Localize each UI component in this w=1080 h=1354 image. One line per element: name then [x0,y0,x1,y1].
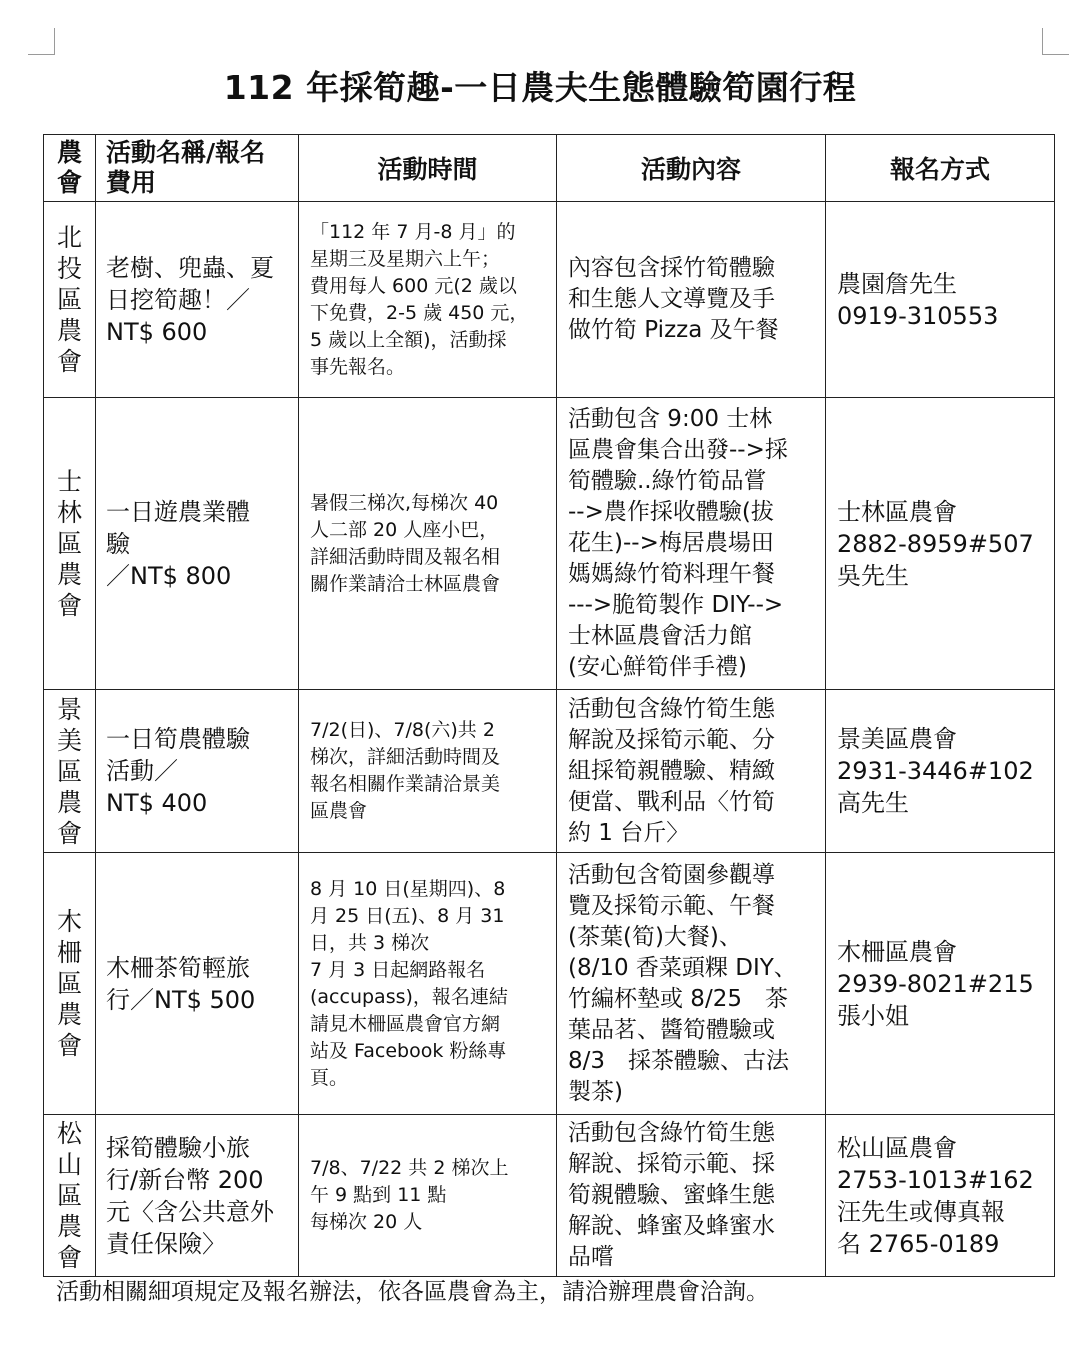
activity-content-line: 士林區農會活力館 [568,623,752,649]
activity-content-line: 媽媽綠竹筍料理午餐 [568,561,775,587]
activity-time-line: 暑假三梯次,每梯次 40 [310,491,499,514]
activity-time-line: 詳細活動時間及報名相 [310,545,501,568]
association-cell [44,202,96,398]
association-char: 區 [56,1181,82,1210]
activity-name-line: 一日遊農業體 [106,497,250,526]
activity-content-line: 葉品茗、醬筍體驗或 [568,1016,775,1043]
activity-name-cell [96,398,299,690]
activity-content-line: 區農會集合出發-->採 [568,437,788,463]
activity-content-line: (8/10 香菜頭粿 DIY、 [568,954,797,981]
activity-content-line: 品嚐 [568,1244,614,1270]
activity-name-line: 一日筍農體驗 [106,725,250,753]
activity-time-line: 報名相關作業請洽景美 [310,773,501,795]
activity-name-line: 元〈含公共意外 [106,1197,274,1226]
footnote: 活動相關細項規定及報名辦法，依各區農會為主，請洽辦理農會洽詢。 [56,1279,769,1305]
activity-time-line: 請見木柵區農會官方網 [310,1012,501,1035]
activity-time-line: 每梯次 20 人 [310,1211,423,1233]
activity-content-cell [557,853,826,1115]
activity-time-line: 5 歲以上全額)，活動採 [310,328,507,351]
activity-time-line: 7 月 3 日起網路報名 [310,958,486,981]
registration-line: 2882-8959#507 [837,529,1034,558]
association-char: 美 [56,725,82,755]
registration-cell [826,853,1055,1115]
activity-name-line: NT$ 600 [106,317,208,346]
activity-content-line: 解說、蜂蜜及蜂蜜水 [568,1213,775,1239]
activity-time-line: 站及 Facebook 粉絲專 [310,1039,507,1062]
activity-content-line: 和生態人文導覽及手 [568,286,775,312]
association-char: 會 [56,1031,82,1060]
activity-time-line: 7/2(日)、7/8(六)共 2 [310,719,495,741]
registration-line: 吳先生 [837,561,909,590]
header-activity-time: 活動時間 [299,135,557,202]
activity-name-line: 採筍體驗小旅 [106,1133,250,1162]
table-header-row [44,135,1055,202]
registration-line: 張小姐 [837,1001,909,1030]
activity-time-line: 頁。 [310,1066,349,1089]
registration-line: 0919-310553 [837,301,999,330]
activity-time-line: 關作業請洽士林區農會 [310,572,501,595]
header-association-line: 農 [56,138,82,167]
header-activity-name [96,135,299,202]
activity-content-cell [557,1115,826,1277]
association-cell [44,853,96,1115]
itinerary-table [43,134,1055,1277]
association-char: 農 [56,1212,82,1241]
registration-line: 木柵區農會 [837,937,957,966]
activity-content-line: 活動包含綠竹筍生態 [568,1120,775,1146]
activity-time-line: 下免費，2-5 歲 450 元， [310,301,529,324]
registration-line: 松山區農會 [837,1133,957,1162]
registration-line: 2931-3446#102 [837,757,1034,785]
activity-time-cell [299,690,557,853]
activity-time-line: 費用每人 600 元(2 歲以 [310,274,517,297]
activity-content-line: 花生)-->梅居農場田 [568,530,774,556]
activity-name-line: 驗 [106,529,130,558]
activity-name-cell [96,202,299,398]
association-char: 區 [56,756,82,786]
activity-content-line: (茶葉(筍)大餐)、 [568,923,742,950]
activity-content-line: 做竹筍 Pizza 及午餐 [568,317,779,343]
activity-content-line: 筍親體驗、蜜蜂生態 [568,1182,775,1208]
activity-content-line: 筍體驗..綠竹筍品嘗 [568,468,767,494]
activity-name-line: 責任保險〉 [106,1229,226,1258]
registration-line: 2753-1013#162 [837,1165,1034,1194]
association-cell [44,1115,96,1277]
activity-content-line: 8/3 採茶體驗、古法 [568,1047,790,1074]
association-cell [44,398,96,690]
activity-content-line: 解說、採筍示範、採 [568,1151,775,1177]
activity-content-cell [557,202,826,398]
activity-content-line: 便當、戰利品〈竹筍 [568,788,775,815]
association-char: 農 [56,560,82,589]
activity-content-line: 活動包含 9:00 士林 [568,406,773,432]
page-corner-mark-top-right [1042,28,1069,55]
activity-name-cell [96,1115,299,1277]
activity-content-line: 竹編杯墊或 8/25 茶 [568,985,788,1012]
table-row [44,853,1055,1115]
table-row [44,398,1055,690]
activity-content-line: 製茶) [568,1078,623,1105]
association-char: 會 [56,347,82,376]
association-char: 松 [56,1119,82,1148]
association-char: 農 [56,316,82,345]
registration-cell [826,202,1055,398]
activity-time-line: 8 月 10 日(星期四)、8 [310,877,506,900]
activity-time-cell [299,853,557,1115]
header-activity-line: 活動名稱/報名 [106,138,266,167]
activity-time-line: (accupass)，報名連結 [310,985,508,1008]
association-char: 士 [56,467,82,496]
registration-line: 汪先生或傳真報 [837,1197,1005,1226]
activity-content-line: 組採筍親體驗、精緻 [568,757,775,784]
activity-time-line: 星期三及星期六上午； [310,247,501,270]
association-char: 北 [56,223,82,252]
activity-content-line: 覽及採筍示範、午餐 [568,892,775,919]
activity-name-cell [96,853,299,1115]
association-char: 景 [56,694,82,724]
header-activity-line: 費用 [106,168,157,197]
activity-time-line: 日，共 3 梯次 [310,931,430,954]
activity-time-line: 月 25 日(五)、8 月 31 [310,904,505,927]
activity-name-line: NT$ 400 [106,789,208,817]
activity-name-line: 木柵茶筍輕旅 [106,953,250,982]
activity-time-line: 區農會 [310,800,368,822]
registration-cell [826,398,1055,690]
association-char: 會 [56,1243,82,1272]
activity-time-line: 人二部 20 人座小巴， [310,518,499,541]
activity-name-cell [96,690,299,853]
activity-time-line: 午 9 點到 11 點 [310,1184,447,1206]
activity-name-line: 行/新台幣 200 [106,1165,264,1194]
registration-line: 農園詹先生 [837,269,957,298]
registration-line: 高先生 [837,789,909,817]
activity-name-line: 老樹、兜蟲、夏 [106,253,274,282]
registration-line: 士林區農會 [837,497,957,526]
activity-time-line: 事先報名。 [310,355,406,378]
association-char: 區 [56,285,82,314]
activity-content-line: 約 1 台斤〉 [568,819,690,846]
activity-content-line: 活動包含筍園參觀導 [568,861,775,888]
association-char: 柵 [56,938,82,967]
page-corner-mark-top-left [28,28,55,55]
association-char: 木 [56,907,82,936]
activity-content-line: --->脆筍製作 DIY--> [568,592,784,618]
association-cell [44,690,96,853]
association-char: 林 [56,498,82,527]
activity-time-line: 梯次，詳細活動時間及 [310,746,501,768]
activity-content-line: -->農作採收體驗(拔 [568,499,774,525]
activity-name-line: 日挖筍趣！／ [106,285,250,314]
header-association [44,135,96,202]
activity-time-cell [299,1115,557,1277]
association-char: 會 [56,818,82,848]
registration-line: 2939-8021#215 [837,969,1034,998]
header-registration: 報名方式 [826,135,1055,202]
header-activity-content: 活動內容 [557,135,826,202]
activity-content-line: 內容包含採竹筍體驗 [568,255,775,281]
activity-time-cell [299,398,557,690]
association-char: 農 [56,1000,82,1029]
activity-content-line: (安心鮮筍伴手禮) [568,654,747,680]
table-row [44,202,1055,398]
registration-line: 名 2765-0189 [837,1229,1000,1258]
activity-content-line: 解說及採筍示範、分 [568,726,775,753]
header-association-line: 會 [56,168,82,197]
activity-content-cell [557,690,826,853]
activity-time-line: 7/8、7/22 共 2 梯次上 [310,1157,509,1179]
association-char: 區 [56,969,82,998]
activity-time-line: 「112 年 7 月-8 月」的 [310,220,516,243]
table-row [44,690,1055,853]
page-title: 112 年採筍趣-一日農夫生態體驗筍園行程 [223,68,857,107]
registration-cell [826,1115,1055,1277]
association-char: 山 [56,1150,82,1179]
activity-name-line: 活動／ [106,757,178,785]
activity-content-line: 活動包含綠竹筍生態 [568,695,775,722]
activity-time-cell [299,202,557,398]
activity-name-line: 行／NT$ 500 [106,985,256,1014]
activity-content-cell [557,398,826,690]
association-char: 區 [56,529,82,558]
registration-line: 景美區農會 [837,725,957,753]
association-char: 投 [56,254,82,283]
registration-cell [826,690,1055,853]
association-char: 農 [56,787,82,817]
table-row [44,1115,1055,1277]
activity-name-line: ／NT$ 800 [106,561,232,590]
association-char: 會 [56,591,82,620]
